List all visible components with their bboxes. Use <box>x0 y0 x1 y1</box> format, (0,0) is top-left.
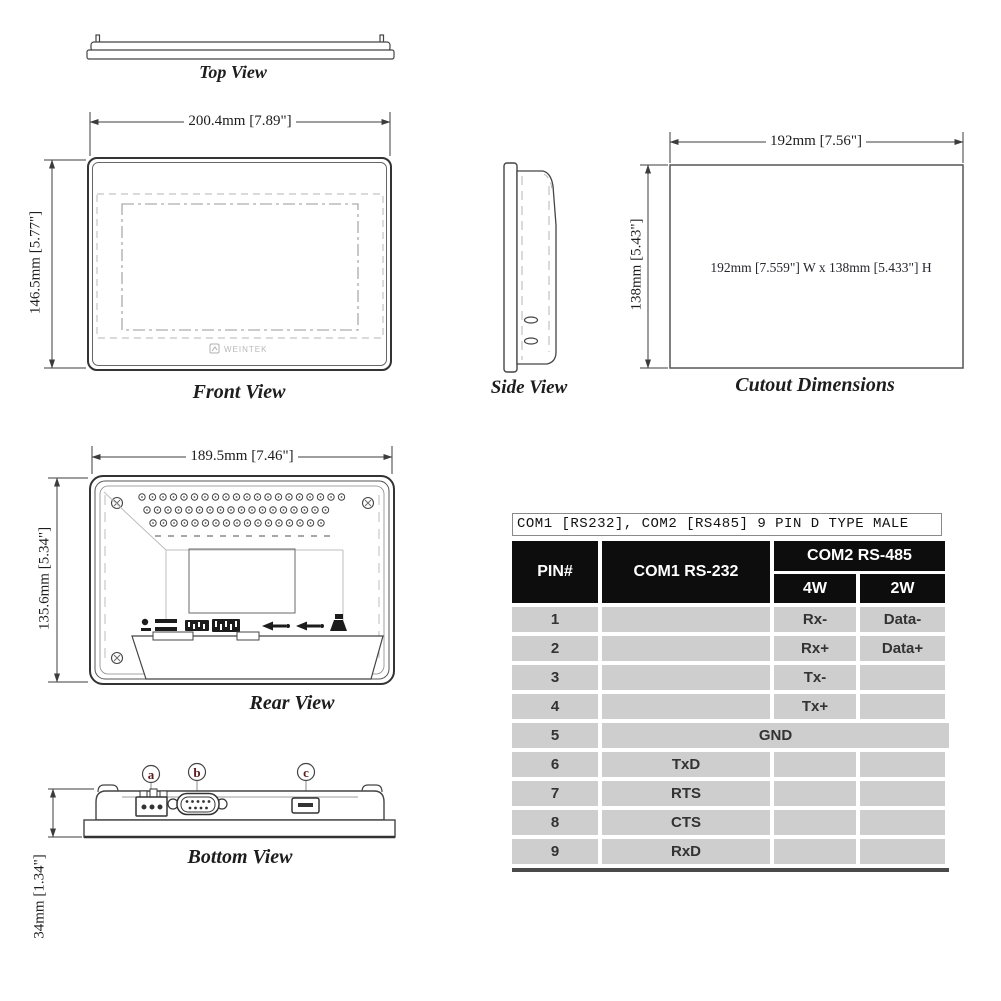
rear-height-dimension: 135.6mm [5.34"] <box>37 499 54 659</box>
pin-table-title: COM1 [RS232], COM2 [RS485] 9 PIN D TYPE MALE <box>512 513 942 536</box>
power-terminal-connector <box>136 789 167 816</box>
table-row <box>512 839 949 864</box>
header-com2-group: COM2 RS-485 <box>774 541 945 571</box>
front-view-drawing <box>44 112 391 370</box>
com2-2w-cell <box>860 810 945 835</box>
com2-2w-cell: Data- <box>860 607 945 632</box>
com2-2w-cell: Data+ <box>860 636 945 661</box>
top-view-drawing <box>87 35 394 59</box>
com2-4w-cell: Tx- <box>774 665 856 690</box>
table-row <box>512 694 949 719</box>
callout-c: c <box>303 765 309 780</box>
bottom-view-label: Bottom View <box>187 846 293 868</box>
com2-2w-cell <box>860 665 945 690</box>
side-view-drawing <box>504 163 556 372</box>
com2-4w-cell: Rx+ <box>774 636 856 661</box>
com2-4w-cell <box>774 839 856 864</box>
front-width-dimension: 200.4mm [7.89"] <box>150 113 330 130</box>
bottom-view-drawing <box>48 764 395 838</box>
com1-cell <box>602 636 770 661</box>
table-row <box>512 810 949 835</box>
rear-width-dimension: 189.5mm [7.46"] <box>152 448 332 465</box>
cutout-center-text: 192mm [7.559"] W x 138mm [5.433"] H <box>710 260 932 275</box>
header-com2-2w: 2W <box>860 574 945 603</box>
pin-cell: 5 <box>512 723 598 748</box>
pin-cell: 8 <box>512 810 598 835</box>
usb-port-connector <box>292 798 319 813</box>
com2-2w-cell <box>860 781 945 806</box>
table-row <box>512 636 949 661</box>
com2-4w-cell <box>774 781 856 806</box>
pin-cell: 7 <box>512 781 598 806</box>
cutout-label: Cutout Dimensions <box>735 374 895 396</box>
com1-cell: RxD <box>602 839 770 864</box>
brand-logo-text: WEINTEK <box>224 345 268 354</box>
table-row <box>512 781 949 806</box>
gnd-merged-cell: GND <box>602 723 949 748</box>
cutout-drawing <box>640 132 963 368</box>
rear-view-drawing <box>48 446 394 684</box>
pin-cell: 9 <box>512 839 598 864</box>
dip-switch-icon <box>185 619 240 632</box>
com1-cell <box>602 694 770 719</box>
cutout-width-dimension: 192mm [7.56"] <box>726 133 906 150</box>
pin-table <box>512 513 949 872</box>
callout-b: b <box>193 765 201 780</box>
pin-table-header <box>512 541 949 603</box>
pin-cell: 1 <box>512 607 598 632</box>
table-row <box>512 607 949 632</box>
rear-view-label: Rear View <box>249 692 335 714</box>
com1-cell <box>602 607 770 632</box>
com2-4w-cell: Tx+ <box>774 694 856 719</box>
pin-table-bottom-border <box>512 868 949 872</box>
callout-a: a <box>147 767 155 782</box>
front-height-dimension: 146.5mm [5.77"] <box>28 183 45 343</box>
header-pin: PIN# <box>512 541 598 603</box>
com1-cell: RTS <box>602 781 770 806</box>
pin-cell: 3 <box>512 665 598 690</box>
cutout-height-dimension: 138mm [5.43"] <box>629 185 646 345</box>
com2-4w-cell <box>774 810 856 835</box>
table-row <box>512 752 949 777</box>
pin-table-body <box>512 607 949 864</box>
com1-cell: CTS <box>602 810 770 835</box>
com2-4w-cell: Rx- <box>774 607 856 632</box>
side-view-label: Side View <box>490 377 568 398</box>
com2-2w-cell <box>860 694 945 719</box>
com1-cell <box>602 665 770 690</box>
bottom-height-dimension: 34mm [1.34"] <box>32 817 49 977</box>
com2-2w-cell <box>860 752 945 777</box>
com1-cell: TxD <box>602 752 770 777</box>
table-row <box>512 665 949 690</box>
header-com1: COM1 RS-232 <box>602 541 770 603</box>
header-com2-4w: 4W <box>774 574 856 603</box>
pin-cell: 4 <box>512 694 598 719</box>
table-row <box>512 723 949 748</box>
com2-2w-cell <box>860 839 945 864</box>
top-view-label: Top View <box>199 62 267 82</box>
pin-cell: 2 <box>512 636 598 661</box>
com2-4w-cell <box>774 752 856 777</box>
front-view-label: Front View <box>192 381 286 403</box>
pin-cell: 6 <box>512 752 598 777</box>
